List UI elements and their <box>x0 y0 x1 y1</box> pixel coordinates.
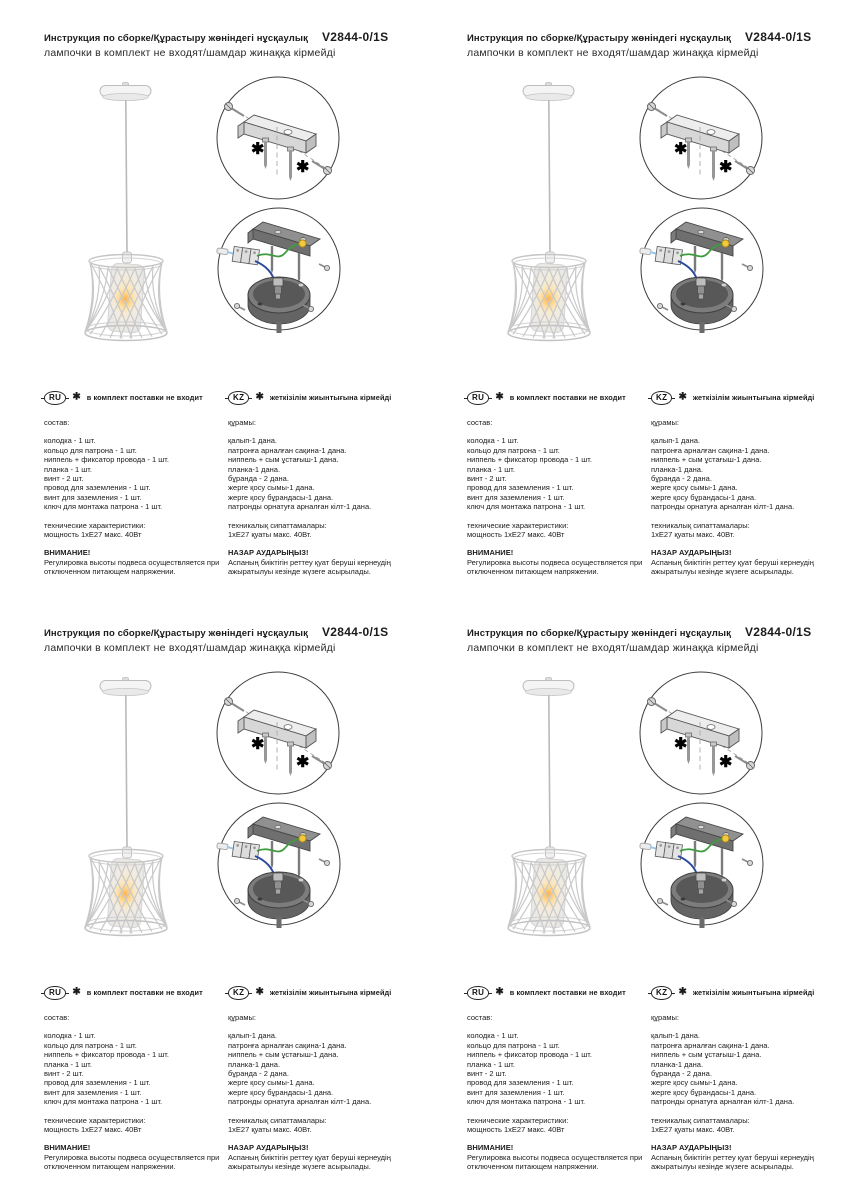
part-item: ниппель + фиксатор провода - 1 шт. <box>467 455 592 465</box>
ru-warning-text: Регулировка высоты подвеса осуществляется при отключенном питающем напряжении. <box>44 1152 220 1172</box>
asterisk-icon: ✱ <box>678 986 687 998</box>
ru-tech-value: мощность 1хЕ27 макс. 40Вт <box>467 530 565 540</box>
kz-tech-specs <box>228 521 420 540</box>
canopy-stem <box>700 322 705 333</box>
kz-tech-value: 1хЕ27 қуаты макс. 40Вт. <box>228 1125 312 1135</box>
part-item: патронды орнатуға арналған кілт-1 дана. <box>651 502 795 512</box>
ru-warning <box>467 1143 647 1171</box>
bulbs-not-included-note: лампочки в комплект не входят/шамдар жинаққа кірмейді <box>467 47 759 59</box>
ru-tech-specs <box>467 1116 647 1135</box>
ru-warning <box>44 1143 224 1171</box>
kz-tech-label: техникалық сипаттамалары: <box>651 520 750 530</box>
power-cord <box>549 100 550 254</box>
part-item: ниппель + фиксатор провода - 1 шт. <box>44 455 169 465</box>
part-item: қалып-1 дана. <box>651 436 700 446</box>
quadrant-header <box>44 625 404 654</box>
quadrant-header <box>467 625 827 654</box>
ru-badge-row <box>467 391 647 405</box>
part-item: планка-1 дана. <box>651 464 704 474</box>
ru-warning-title: ВНИМАНИЕ! <box>467 1143 514 1153</box>
bulbs-not-included-note: лампочки в комплект не входят/шамдар жинаққа кірмейді <box>467 642 759 654</box>
part-item: жерге қосу сымы-1 дана. <box>228 1078 315 1088</box>
wiring-circle-figure <box>215 801 343 929</box>
ru-section <box>44 391 224 577</box>
bracket-screw <box>694 246 696 274</box>
part-item: винт - 2 шт. <box>44 1069 84 1079</box>
ru-section <box>467 986 647 1172</box>
ru-language-badge: RU <box>467 391 489 405</box>
ru-tech-value: мощность 1хЕ27 макс. 40Вт <box>44 530 142 540</box>
ring-terminal <box>299 240 306 247</box>
part-item: планка - 1 шт. <box>44 1059 92 1069</box>
ru-parts-list <box>467 1031 647 1106</box>
part-item: жерге қосу сымы-1 дана. <box>651 483 738 493</box>
part-item: ниппель + сым ұстағыш-1 дана. <box>228 455 339 465</box>
kz-language-badge: KZ <box>651 986 672 1000</box>
part-item: қалып-1 дана. <box>228 1031 277 1041</box>
part-item: патронды орнатуға арналған кілт-1 дана. <box>651 1097 795 1107</box>
part-item: кольцо для патрона - 1 шт. <box>467 1040 560 1050</box>
wiring-circle-figure <box>638 801 766 929</box>
part-item: кольцо для патрона - 1 шт. <box>44 1040 137 1050</box>
not-included-asterisk: ✱ <box>296 159 310 176</box>
wiring-circle-figure <box>638 206 766 334</box>
header-title-row <box>467 30 827 44</box>
kz-tech-value: 1хЕ27 қуаты макс. 40Вт. <box>651 530 735 540</box>
ring-terminal <box>299 835 306 842</box>
ru-language-badge: RU <box>44 391 66 405</box>
ru-warning-text: Регулировка высоты подвеса осуществляется при отключенном питающем напряжении. <box>467 557 643 577</box>
kz-tech-specs <box>651 1116 843 1135</box>
bracket-screw <box>721 848 723 878</box>
kz-tech-label: техникалық сипаттамалары: <box>651 1115 750 1125</box>
canopy-stem <box>277 322 282 333</box>
pendant-lamp-figure <box>64 677 188 943</box>
part-item: планка-1 дана. <box>651 1059 704 1069</box>
ru-language-badge: RU <box>467 986 489 1000</box>
part-item: ключ для монтажа патрона - 1 шт. <box>44 502 163 512</box>
part-item: планка-1 дана. <box>228 464 281 474</box>
ru-warning-title: ВНИМАНИЕ! <box>44 1143 91 1153</box>
assembly-title: Инструкция по сборке/Құрастыру жөніндегі нұсқаулық <box>467 628 731 639</box>
kz-warning-text: Аспаның биіктігін реттеу қуат беруші кернеудің ажыратылуы кезінде жүзеге асырылады. <box>228 557 391 577</box>
part-item: винт - 2 шт. <box>467 474 507 484</box>
ru-language-badge: RU <box>44 986 66 1000</box>
part-item: кольцо для патрона - 1 шт. <box>44 445 137 455</box>
part-item: винт для заземления - 1 шт. <box>467 1087 565 1097</box>
canopy-underside <box>103 688 149 695</box>
mounting-bracket-circle-figure <box>214 75 342 203</box>
kz-parts-list <box>651 1031 843 1106</box>
ru-badge-row <box>44 986 224 1000</box>
model-code: V2844-0/1S <box>745 625 812 639</box>
kz-tech-specs <box>228 1116 420 1135</box>
kz-warning-text: Аспаның биіктігін реттеу қуат беруші кернеудің ажыратылуы кезінде жүзеге асырылады. <box>228 1152 391 1172</box>
part-item: кольцо для патрона - 1 шт. <box>467 445 560 455</box>
kz-tech-specs <box>651 521 843 540</box>
ru-warning-title: ВНИМАНИЕ! <box>467 548 514 558</box>
part-item: жерге қосу сымы-1 дана. <box>228 483 315 493</box>
ru-warning-text: Регулировка высоты подвеса осуществляется при отключенном питающем напряжении. <box>44 557 220 577</box>
kz-section <box>228 986 420 1172</box>
part-item: планка - 1 шт. <box>44 464 92 474</box>
ru-not-included-note: в комплект поставки не входит <box>86 988 203 998</box>
part-item: патронды орнатуға арналған кілт-1 дана. <box>228 1097 372 1107</box>
quadrant-header <box>467 30 827 59</box>
part-item: бұранда - 2 дана. <box>651 1069 712 1079</box>
ru-warning-title: ВНИМАНИЕ! <box>44 548 91 558</box>
part-item: планка - 1 шт. <box>467 464 515 474</box>
ru-section <box>44 986 224 1172</box>
socket-holder <box>546 847 555 858</box>
kz-warning <box>651 548 843 576</box>
ru-tech-label: технические характеристики: <box>467 1115 569 1125</box>
power-cord <box>549 695 550 849</box>
header-title-row <box>44 30 404 44</box>
ru-tech-label: технические характеристики: <box>44 1115 146 1125</box>
part-item: қалып-1 дана. <box>228 436 277 446</box>
part-item: патронға арналған сақина-1 дана. <box>651 445 770 455</box>
kz-language-badge: KZ <box>228 986 249 1000</box>
part-item: ниппель + фиксатор провода - 1 шт. <box>467 1050 592 1060</box>
assembly-title: Инструкция по сборке/Құрастыру жөніндегі нұсқаулық <box>44 33 308 44</box>
ru-contents-label: состав: <box>44 418 70 427</box>
ru-tech-specs <box>44 521 224 540</box>
part-item: бұранда - 2 дана. <box>228 1069 289 1079</box>
kz-badge-row <box>228 986 420 1000</box>
part-item: винт для заземления - 1 шт. <box>44 1087 142 1097</box>
part-item: жерге қосу бұрандасы-1 дана. <box>228 492 334 502</box>
part-item: жерге қосу сымы-1 дана. <box>651 1078 738 1088</box>
pendant-lamp-figure <box>487 82 611 348</box>
part-item: ниппель + сым ұстағыш-1 дана. <box>651 455 762 465</box>
wiring-circle-figure <box>215 206 343 334</box>
kz-parts-list <box>228 436 420 511</box>
ru-badge-row <box>467 986 647 1000</box>
kz-contents-label: құрамы: <box>651 418 680 427</box>
ru-not-included-note: в комплект поставки не входит <box>86 393 203 403</box>
asterisk-icon: ✱ <box>255 986 264 998</box>
part-item: жерге қосу бұрандасы-1 дана. <box>228 1087 334 1097</box>
part-item: патронға арналған сақина-1 дана. <box>651 1040 770 1050</box>
header-title-row <box>44 625 404 639</box>
kz-badge-row <box>228 391 420 405</box>
kz-parts-list <box>228 1031 420 1106</box>
not-included-asterisk: ✱ <box>674 141 688 158</box>
asterisk-icon: ✱ <box>495 391 504 403</box>
ru-contents-label: состав: <box>467 418 493 427</box>
kz-section <box>651 986 843 1172</box>
kz-parts-list <box>651 436 843 511</box>
ru-tech-value: мощность 1хЕ27 макс. 40Вт <box>44 1125 142 1135</box>
model-code: V2844-0/1S <box>322 625 389 639</box>
model-code: V2844-0/1S <box>745 30 812 44</box>
part-item: жерге қосу бұрандасы-1 дана. <box>651 1087 757 1097</box>
ring-terminal <box>722 835 729 842</box>
asterisk-icon: ✱ <box>495 986 504 998</box>
part-item: ключ для монтажа патрона - 1 шт. <box>44 1097 163 1107</box>
not-included-asterisk: ✱ <box>674 736 688 753</box>
kz-not-included-note: жеткізілім жиынтығына кірмейді <box>269 393 392 403</box>
part-item: жерге қосу бұрандасы-1 дана. <box>651 492 757 502</box>
quadrant-header <box>44 30 404 59</box>
ru-section <box>467 391 647 577</box>
assembly-title: Инструкция по сборке/Құрастыру жөніндегі нұсқаулық <box>467 33 731 44</box>
part-item: патронға арналған сақина-1 дана. <box>228 445 347 455</box>
ru-not-included-note: в комплект поставки не входит <box>509 393 626 403</box>
ru-tech-specs <box>467 521 647 540</box>
mounting-bracket-circle-figure <box>214 670 342 798</box>
header-title-row <box>467 625 827 639</box>
ru-tech-specs <box>44 1116 224 1135</box>
asterisk-icon: ✱ <box>72 391 81 403</box>
bracket-screw <box>271 246 273 274</box>
kz-warning-text: Аспаның биіктігін реттеу қуат беруші кернеудің ажыратылуы кезінде жүзеге асырылады. <box>651 1152 814 1172</box>
power-cord <box>126 695 127 849</box>
kz-section <box>651 391 843 577</box>
ru-contents-label: состав: <box>467 1013 493 1022</box>
part-item: винт для заземления - 1 шт. <box>44 492 142 502</box>
kz-contents-label: құрамы: <box>651 1013 680 1022</box>
ru-tech-value: мощность 1хЕ27 макс. 40Вт <box>467 1125 565 1135</box>
kz-warning-title: НАЗАР АУДАРЫҢЫЗ! <box>228 1143 309 1153</box>
part-item: провод для заземления - 1 шт. <box>44 483 151 493</box>
kz-tech-value: 1хЕ27 қуаты макс. 40Вт. <box>228 530 312 540</box>
part-item: патронға арналған сақина-1 дана. <box>228 1040 347 1050</box>
ru-contents-label: состав: <box>44 1013 70 1022</box>
kz-language-badge: KZ <box>228 391 249 405</box>
bulbs-not-included-note: лампочки в комплект не входят/шамдар жинаққа кірмейді <box>44 47 336 59</box>
kz-not-included-note: жеткізілім жиынтығына кірмейді <box>692 393 815 403</box>
instruction-quadrant <box>423 623 847 1195</box>
mounting-bracket-circle-figure <box>637 75 765 203</box>
canopy-underside <box>526 688 572 695</box>
ru-badge-row <box>44 391 224 405</box>
ru-tech-label: технические характеристики: <box>44 520 146 530</box>
instruction-quadrant <box>423 28 847 600</box>
part-item: планка-1 дана. <box>228 1059 281 1069</box>
not-included-asterisk: ✱ <box>296 754 310 771</box>
ru-warning <box>44 548 224 576</box>
pendant-lamp-figure <box>487 677 611 943</box>
ru-parts-list <box>467 436 647 511</box>
ru-not-included-note: в комплект поставки не входит <box>509 988 626 998</box>
bracket-screw <box>298 253 300 283</box>
not-included-asterisk: ✱ <box>719 159 733 176</box>
socket-holder <box>546 252 555 263</box>
mounting-bracket-circle-figure <box>637 670 765 798</box>
bracket-screw <box>271 841 273 869</box>
kz-warning-title: НАЗАР АУДАРЫҢЫЗ! <box>651 1143 732 1153</box>
ring-terminal <box>722 240 729 247</box>
canopy-underside <box>526 93 572 100</box>
kz-section <box>228 391 420 577</box>
assembly-title: Инструкция по сборке/Құрастыру жөніндегі нұсқаулық <box>44 628 308 639</box>
kz-tech-value: 1хЕ27 қуаты макс. 40Вт. <box>651 1125 735 1135</box>
ru-warning <box>467 548 647 576</box>
part-item: бұранда - 2 дана. <box>651 474 712 484</box>
ru-tech-label: технические характеристики: <box>467 520 569 530</box>
bracket-screw <box>721 253 723 283</box>
kz-warning <box>651 1143 843 1171</box>
part-item: колодка - 1 шт. <box>44 1031 96 1041</box>
asterisk-icon: ✱ <box>678 391 687 403</box>
part-item: винт - 2 шт. <box>44 474 84 484</box>
kz-warning <box>228 548 420 576</box>
not-included-asterisk: ✱ <box>251 141 265 158</box>
bracket-screw <box>298 848 300 878</box>
instruction-quadrant <box>0 28 424 600</box>
kz-warning-title: НАЗАР АУДАРЫҢЫЗ! <box>651 548 732 558</box>
part-item: провод для заземления - 1 шт. <box>467 483 574 493</box>
socket-holder <box>123 847 132 858</box>
part-item: ключ для монтажа патрона - 1 шт. <box>467 1097 586 1107</box>
asterisk-icon: ✱ <box>255 391 264 403</box>
kz-language-badge: KZ <box>651 391 672 405</box>
part-item: ключ для монтажа патрона - 1 шт. <box>467 502 586 512</box>
bracket-screw <box>694 841 696 869</box>
canopy-underside <box>103 93 149 100</box>
kz-badge-row <box>651 391 843 405</box>
ru-parts-list <box>44 436 224 511</box>
ru-parts-list <box>44 1031 224 1106</box>
part-item: қалып-1 дана. <box>651 1031 700 1041</box>
part-item: ниппель + сым ұстағыш-1 дана. <box>228 1050 339 1060</box>
not-included-asterisk: ✱ <box>719 754 733 771</box>
instruction-quadrant <box>0 623 424 1195</box>
asterisk-icon: ✱ <box>72 986 81 998</box>
part-item: ниппель + фиксатор провода - 1 шт. <box>44 1050 169 1060</box>
kz-not-included-note: жеткізілім жиынтығына кірмейді <box>692 988 815 998</box>
part-item: винт - 2 шт. <box>467 1069 507 1079</box>
part-item: провод для заземления - 1 шт. <box>44 1078 151 1088</box>
ru-warning-text: Регулировка высоты подвеса осуществляется при отключенном питающем напряжении. <box>467 1152 643 1172</box>
part-item: винт для заземления - 1 шт. <box>467 492 565 502</box>
part-item: колодка - 1 шт. <box>44 436 96 446</box>
kz-warning-text: Аспаның биіктігін реттеу қуат беруші кернеудің ажыратылуы кезінде жүзеге асырылады. <box>651 557 814 577</box>
kz-badge-row <box>651 986 843 1000</box>
part-item: колодка - 1 шт. <box>467 1031 519 1041</box>
pendant-lamp-figure <box>64 82 188 348</box>
part-item: провод для заземления - 1 шт. <box>467 1078 574 1088</box>
socket-holder <box>123 252 132 263</box>
canopy-stem <box>277 917 282 928</box>
not-included-asterisk: ✱ <box>251 736 265 753</box>
part-item: колодка - 1 шт. <box>467 436 519 446</box>
power-cord <box>126 100 127 254</box>
kz-contents-label: құрамы: <box>228 1013 257 1022</box>
part-item: ниппель + сым ұстағыш-1 дана. <box>651 1050 762 1060</box>
model-code: V2844-0/1S <box>322 30 389 44</box>
kz-warning <box>228 1143 420 1171</box>
kz-contents-label: құрамы: <box>228 418 257 427</box>
kz-tech-label: техникалық сипаттамалары: <box>228 520 327 530</box>
part-item: бұранда - 2 дана. <box>228 474 289 484</box>
part-item: патронды орнатуға арналған кілт-1 дана. <box>228 502 372 512</box>
kz-not-included-note: жеткізілім жиынтығына кірмейді <box>269 988 392 998</box>
bulbs-not-included-note: лампочки в комплект не входят/шамдар жинаққа кірмейді <box>44 642 336 654</box>
kz-warning-title: НАЗАР АУДАРЫҢЫЗ! <box>228 548 309 558</box>
canopy-stem <box>700 917 705 928</box>
part-item: планка - 1 шт. <box>467 1059 515 1069</box>
kz-tech-label: техникалық сипаттамалары: <box>228 1115 327 1125</box>
